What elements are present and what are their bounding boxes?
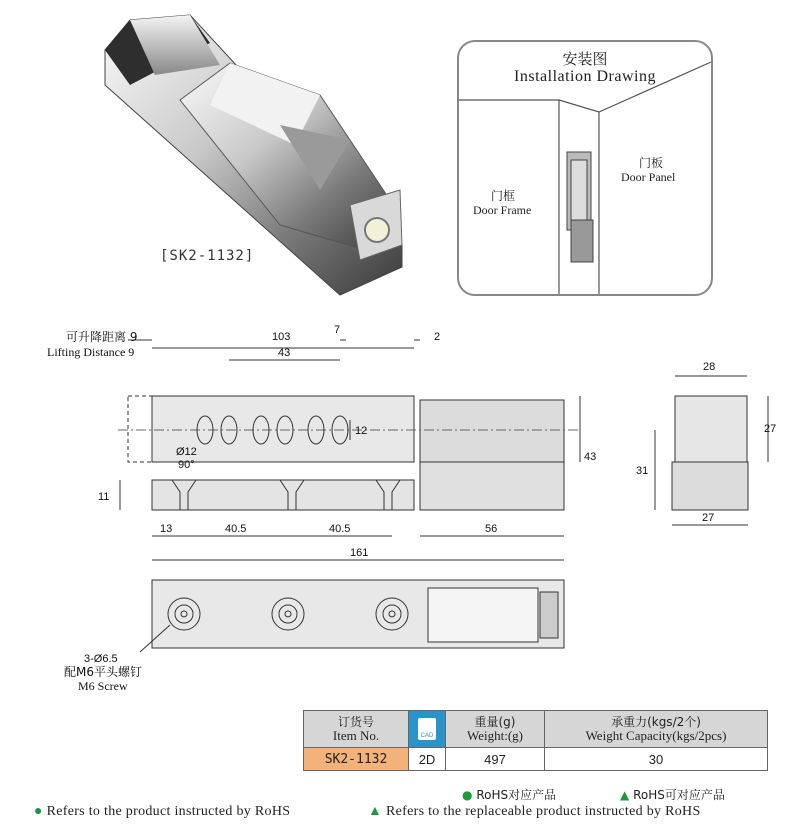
legend-rohs-cn-row: ● RoHS对应产品 (462, 788, 557, 802)
rohs-dot-icon: ● (462, 788, 473, 802)
dim-7: 7 (334, 324, 341, 336)
dim-43-top: 43 (278, 347, 291, 359)
door-panel-label-cn: 门板 (639, 156, 664, 170)
photo-label: [SK2-1132] (160, 248, 255, 264)
header-weight: 重量(g) Weight:(g) (446, 711, 545, 748)
dim-11: 11 (98, 491, 110, 503)
door-panel-label-en: Door Panel (621, 170, 676, 184)
installation-title-cn: 安装图 (562, 50, 608, 68)
dim-2: 2 (434, 331, 441, 343)
dim-43-right: 43 (584, 451, 597, 463)
legend-replace-en-row: ▲ Refers to the replaceable product instructed by RoHS (368, 804, 701, 819)
cad-icon: CAD (409, 711, 446, 748)
replace-triangle-icon-en: ▲ (368, 804, 383, 819)
dim-phi12: Ø12 (176, 446, 197, 458)
dim-40-5-a: 40.5 (225, 523, 247, 535)
item-no-cell: SK2-1132 (304, 748, 409, 771)
dim-103: 103 (272, 331, 291, 343)
replace-triangle-icon: ▲ (620, 788, 630, 802)
screw-label-cn: 配M6平头螺钉 (64, 665, 142, 679)
dim-40-5-b: 40.5 (329, 523, 351, 535)
screw-spec: 3-Ø6.5 (84, 653, 118, 665)
capacity-cell: 30 (545, 748, 768, 771)
weight-cell: 497 (446, 748, 545, 771)
legend-replace-cn-row: ▲ RoHS可对应产品 (620, 788, 725, 802)
lift-label-cn: 可升降距离 9 (66, 330, 138, 344)
rohs-dot-icon-en: ● (34, 804, 43, 819)
spec-table (303, 710, 768, 771)
lift-label-en: Lifting Distance 9 (47, 345, 135, 359)
door-frame-label-en: Door Frame (473, 203, 532, 217)
screw-label-en: M6 Screw (78, 679, 128, 693)
door-frame-label-cn: 门框 (491, 189, 516, 203)
installation-title-en: Installation Drawing (514, 68, 656, 85)
dim-28: 28 (703, 361, 716, 373)
dim-31: 31 (636, 465, 649, 477)
dim-56: 56 (485, 523, 498, 535)
dim-90deg: 90° (178, 459, 195, 471)
dim-27-bottom: 27 (702, 512, 715, 524)
dim-27-side: 27 (764, 423, 777, 435)
legend-rohs-en-row: ● Refers to the product instructed by RoHS (34, 804, 291, 819)
header-capacity: 承重力(kgs/2个) Weight Capacity(kgs/2pcs) (545, 711, 768, 748)
dim-161: 161 (350, 547, 369, 559)
header-item-no: 订货号 Item No. (304, 711, 409, 748)
cad-cell: 2D (409, 748, 446, 771)
dim-12: 12 (355, 425, 368, 437)
dim-13: 13 (160, 523, 173, 535)
